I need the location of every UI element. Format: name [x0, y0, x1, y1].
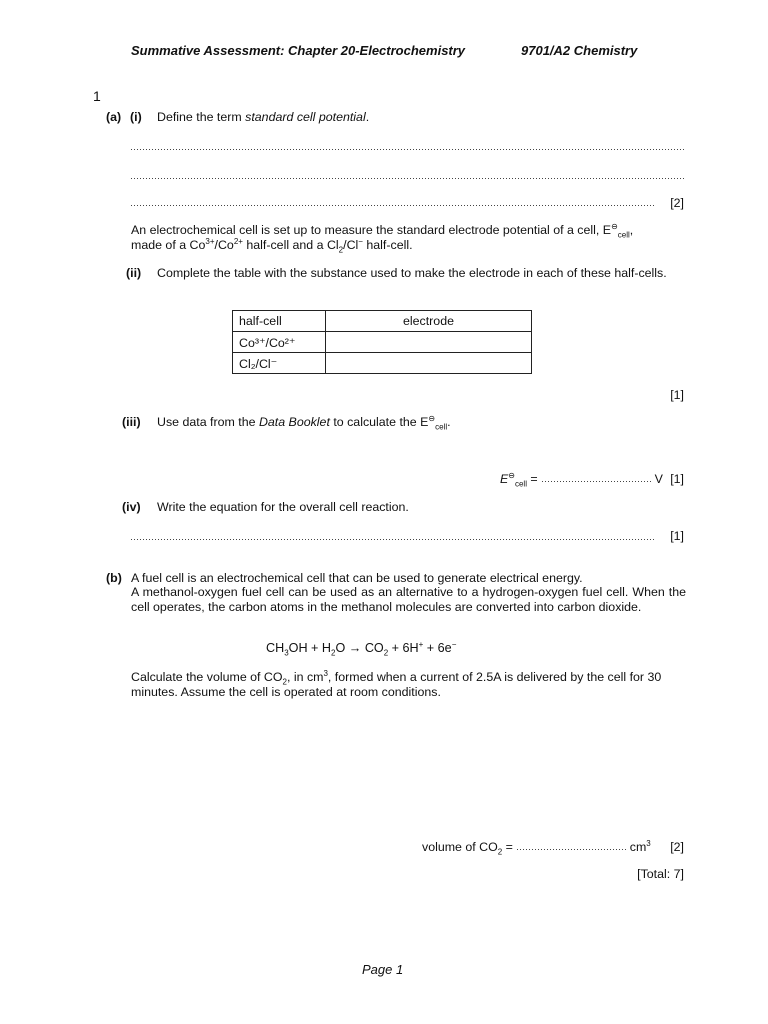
total-marks: [Total: 7]	[637, 867, 684, 881]
ecell-answer-line[interactable]	[541, 475, 651, 483]
document-title: Summative Assessment: Chapter 20-Electrochemistry	[131, 43, 466, 58]
part-b-description: A methanol-oxygen fuel cell can be used as an alternative to a hydrogen-oxygen fuel cell. When the cell operates, the carbon atoms in the methanol molecules are converted into carbon dioxide.	[131, 585, 686, 614]
sub-iv-question: Write the equation for the overall cell reaction.	[157, 500, 409, 514]
question-number: 1	[93, 88, 101, 104]
table-cell-half-cell: Cl₂/Cl⁻	[233, 353, 326, 374]
table-cell-electrode-input[interactable]	[326, 353, 532, 374]
table-cell-electrode-input[interactable]	[326, 332, 532, 353]
sub-iv-label: (iv)	[122, 500, 141, 514]
table-header: half-cell	[233, 311, 326, 332]
cell-intro: An electrochemical cell is set up to measure the standard electrode potential of a cell, $E^⊖_{cell}$, made of a $Co^{3+}/Co^{2+}$ half-cell and a $Cl_2/Cl^-$ half-cell.	[131, 221, 634, 255]
part-b-label: (b)	[106, 571, 122, 585]
mark-iii: [1]	[670, 472, 684, 486]
answer-line[interactable]	[130, 532, 654, 542]
volume-answer-line[interactable]	[516, 843, 626, 851]
course-code: 9701/A2 Chemistry	[521, 43, 638, 58]
mark-iv: [1]	[670, 529, 684, 543]
sub-ii-label: (ii)	[126, 266, 142, 280]
mark-i: [2]	[670, 196, 684, 210]
ecell-answer: $E^⊖_{cell} = V$	[500, 470, 663, 489]
answer-line[interactable]	[130, 171, 684, 181]
reaction-equation: $CH_3OH + H_2O \to CO_2 + 6H^+ + 6e^-$	[266, 639, 457, 658]
volume-answer: volume of $CO_2 = cm^3$	[422, 838, 651, 857]
mark-b: [2]	[670, 840, 684, 854]
table-cell-half-cell: Co³⁺/Co²⁺	[233, 332, 326, 353]
part-b-question: Calculate the volume of $CO_2$, in $cm^3$, formed when a current of 2.5A is delivered by the cell for 30 minutes. Assume the cell is operated at room conditions.	[131, 668, 662, 699]
part-b-intro: A fuel cell is an electrochemical cell that can be used to generate electrical energy.	[131, 571, 583, 585]
sub-i-question: Define the term standard cell potential.	[157, 110, 370, 124]
page-number: Page 1	[362, 962, 404, 977]
mark-ii: [1]	[670, 388, 684, 402]
sub-ii-question: Complete the table with the substance used to make the electrode in each of these half-cells.	[157, 266, 667, 280]
sub-i-label: (i)	[130, 110, 142, 124]
sub-iii-question: Use data from the Data Booklet to calculate the $E^⊖_{cell}$.	[157, 413, 451, 432]
table-header: electrode	[326, 311, 532, 332]
answer-line[interactable]	[130, 198, 654, 208]
half-cell-table	[232, 310, 532, 374]
part-a-label: (a)	[106, 110, 122, 124]
sub-iii-label: (iii)	[122, 415, 141, 429]
answer-line[interactable]	[130, 142, 684, 152]
